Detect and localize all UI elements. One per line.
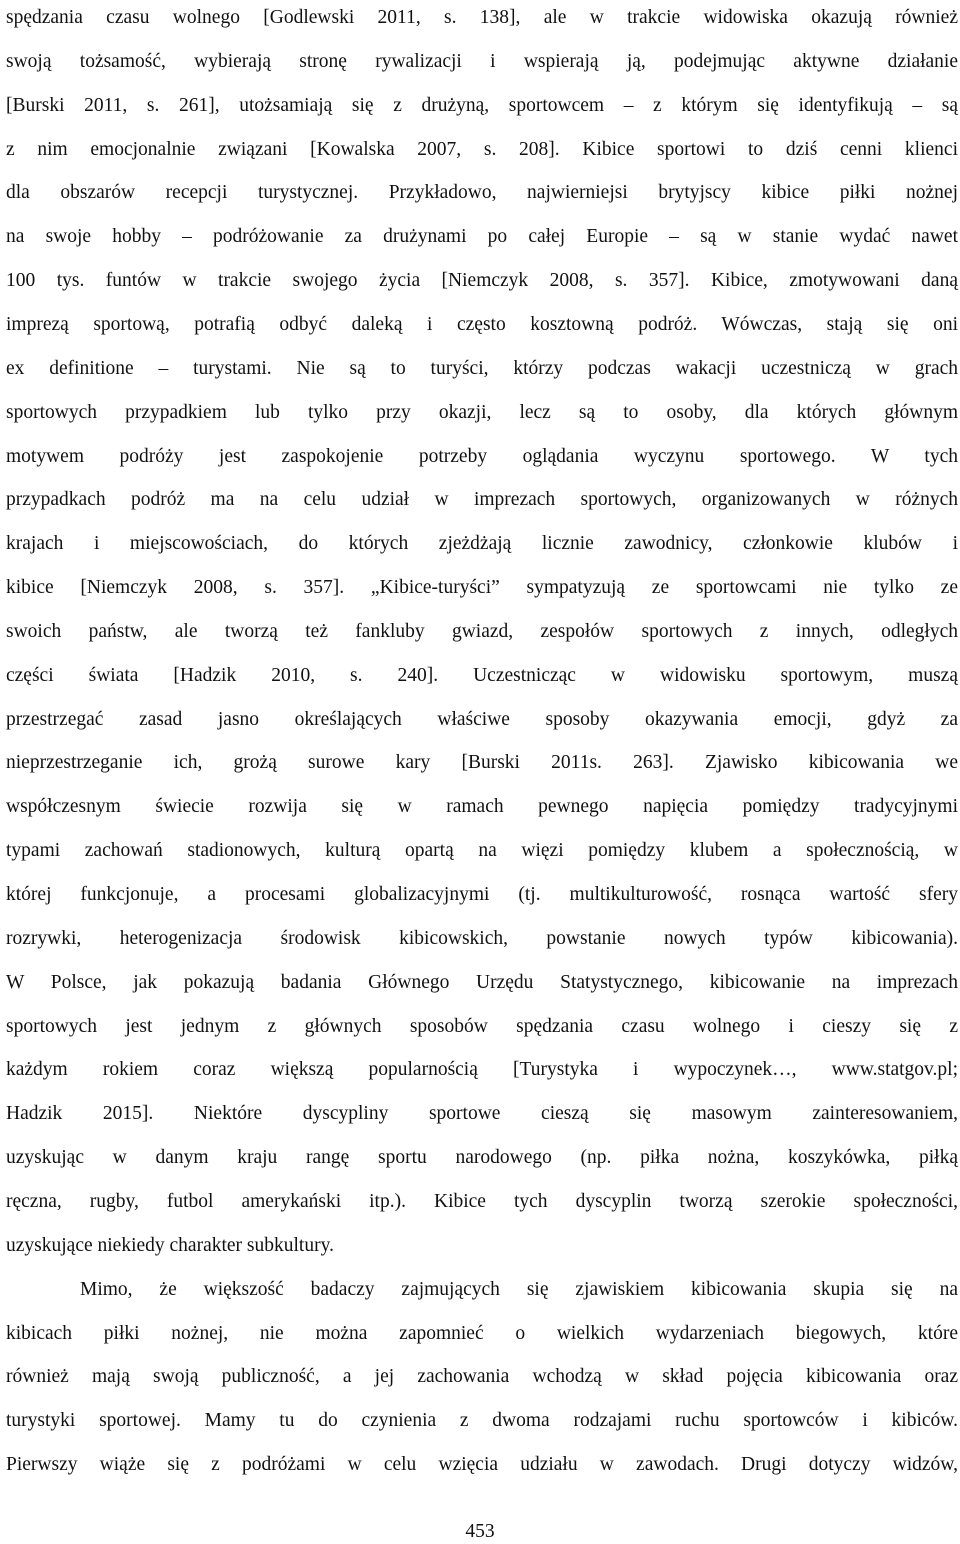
text-line: spędzania czasu wolnego [Godlewski 2011, s. 138], ale w trakcie widowiska okazują również (6, 7, 958, 28)
text-line: imprezą sportową, potrafią odbyć daleką i często kosztowną podróż. Wówczas, stają się oni (6, 313, 958, 335)
text-line: turystyki sportowej. Mamy tu do czynienia z dwoma rodzajami ruchu sportowców i kibiców. (6, 1410, 958, 1432)
text-line: również mają swoją publiczność, a jej zachowania wchodzą w skład pojęcia kibicowania oraz (6, 1366, 958, 1388)
text-line: Pierwszy wiąże się z podróżami w celu wzięcia udziału w zawodach. Drugi dotyczy widzów, (6, 1454, 958, 1476)
text-line: dla obszarów recepcji turystycznej. Przykładowo, najwierniejsi brytyjscy kibice piłki nożnej (6, 182, 958, 204)
text-line: rozrywki, heterogenizacja środowisk kibicowskich, powstanie nowych typów kibicowania). (6, 927, 958, 949)
text-line: części świata [Hadzik 2010, s. 240]. Uczestnicząc w widowisku sportowym, muszą (6, 664, 958, 686)
text-line: [Burski 2011, s. 261], utożsamiają się z drużyną, sportowcem – z którym się identyfikują – są (6, 94, 958, 116)
text-line: Mimo, że większość badaczy zajmujących się zjawiskiem kibicowania skupia się na (80, 1278, 958, 1300)
text-line: typami zachowań stadionowych, kulturą opartą na więzi pomiędzy klubem a społecznością, w (6, 840, 958, 862)
text-line: Hadzik 2015]. Niektóre dyscypliny sportowe cieszą się masowym zainteresowaniem, (6, 1103, 958, 1125)
text-line: ręczna, rugby, futbol amerykański itp.). Kibice tych dyscyplin tworzą szerokie społeczności, (6, 1190, 958, 1212)
text-line: przestrzegać zasad jasno określających właściwe sposoby okazywania emocji, gdyż za (6, 708, 958, 730)
text-line: z nim emocjonalnie związani [Kowalska 2007, s. 208]. Kibice sportowi to dziś cenni klienci (6, 138, 958, 160)
text-line: ex definitione – turystami. Nie są to turyści, którzy podczas wakacji uczestniczą w grach (6, 357, 958, 379)
text-line: kibicach piłki nożnej, nie można zapomnieć o wielkich wydarzeniach biegowych, które (6, 1322, 958, 1344)
text-line: W Polsce, jak pokazują badania Głównego Urzędu Statystycznego, kibicowanie na imprezach (6, 971, 958, 993)
text-line: kibice [Niemczyk 2008, s. 357]. „Kibice-turyści” sympatyzują ze sportowcami nie tylko ze (6, 577, 958, 599)
text-line: nieprzestrzeganie ich, grożą surowe kary [Burski 2011s. 263]. Zjawisko kibicowania we (6, 752, 958, 774)
text-line: krajach i miejscowościach, do których zjeżdżają licznie zawodnicy, członkowie klubów i (6, 533, 958, 555)
text-line: sportowych przypadkiem lub tylko przy okazji, lecz są to osoby, dla których głównym (6, 401, 958, 423)
text-line: współczesnym świecie rozwija się w ramach pewnego napięcia pomiędzy tradycyjnymi (6, 796, 958, 818)
text-line: motywem podróży jest zaspokojenie potrzeby oglądania wyczynu sportowego. W tych (6, 445, 958, 467)
page-number: 453 (465, 1521, 495, 1542)
text-line: uzyskując w danym kraju rangę sportu narodowego (np. piłka nożna, koszykówka, piłką (6, 1147, 958, 1169)
text-line: sportowych jest jednym z głównych sposobów spędzania czasu wolnego i cieszy się z (6, 1015, 958, 1037)
text-line: na swoje hobby – podróżowanie za drużynami po całej Europie – są w stanie wydać nawet (6, 226, 958, 248)
text-line: której funkcjonuje, a procesami globalizacyjnymi (tj. multikulturowość, rosnąca wartość sfery (6, 884, 958, 905)
text-line: przypadkach podróż ma na celu udział w imprezach sportowych, organizowanych w różnych (6, 489, 958, 511)
text-line: swoich państw, ale tworzą też fankluby gwiazd, zespołów sportowych z innych, odległych (6, 620, 958, 642)
text-line: uzyskujące niekiedy charakter subkultury. (6, 1234, 334, 1256)
text-line: każdym rokiem coraz większą popularnością [Turystyka i wypoczynek…, www.statgov.pl; (6, 1059, 958, 1081)
text-line: swoją tożsamość, wybierają stronę rywalizacji i wspierają ją, podejmując aktywne działanie (6, 50, 958, 72)
text-line: 100 tys. funtów w trakcie swojego życia [Niemczyk 2008, s. 357]. Kibice, zmotywowani daną (6, 270, 958, 292)
